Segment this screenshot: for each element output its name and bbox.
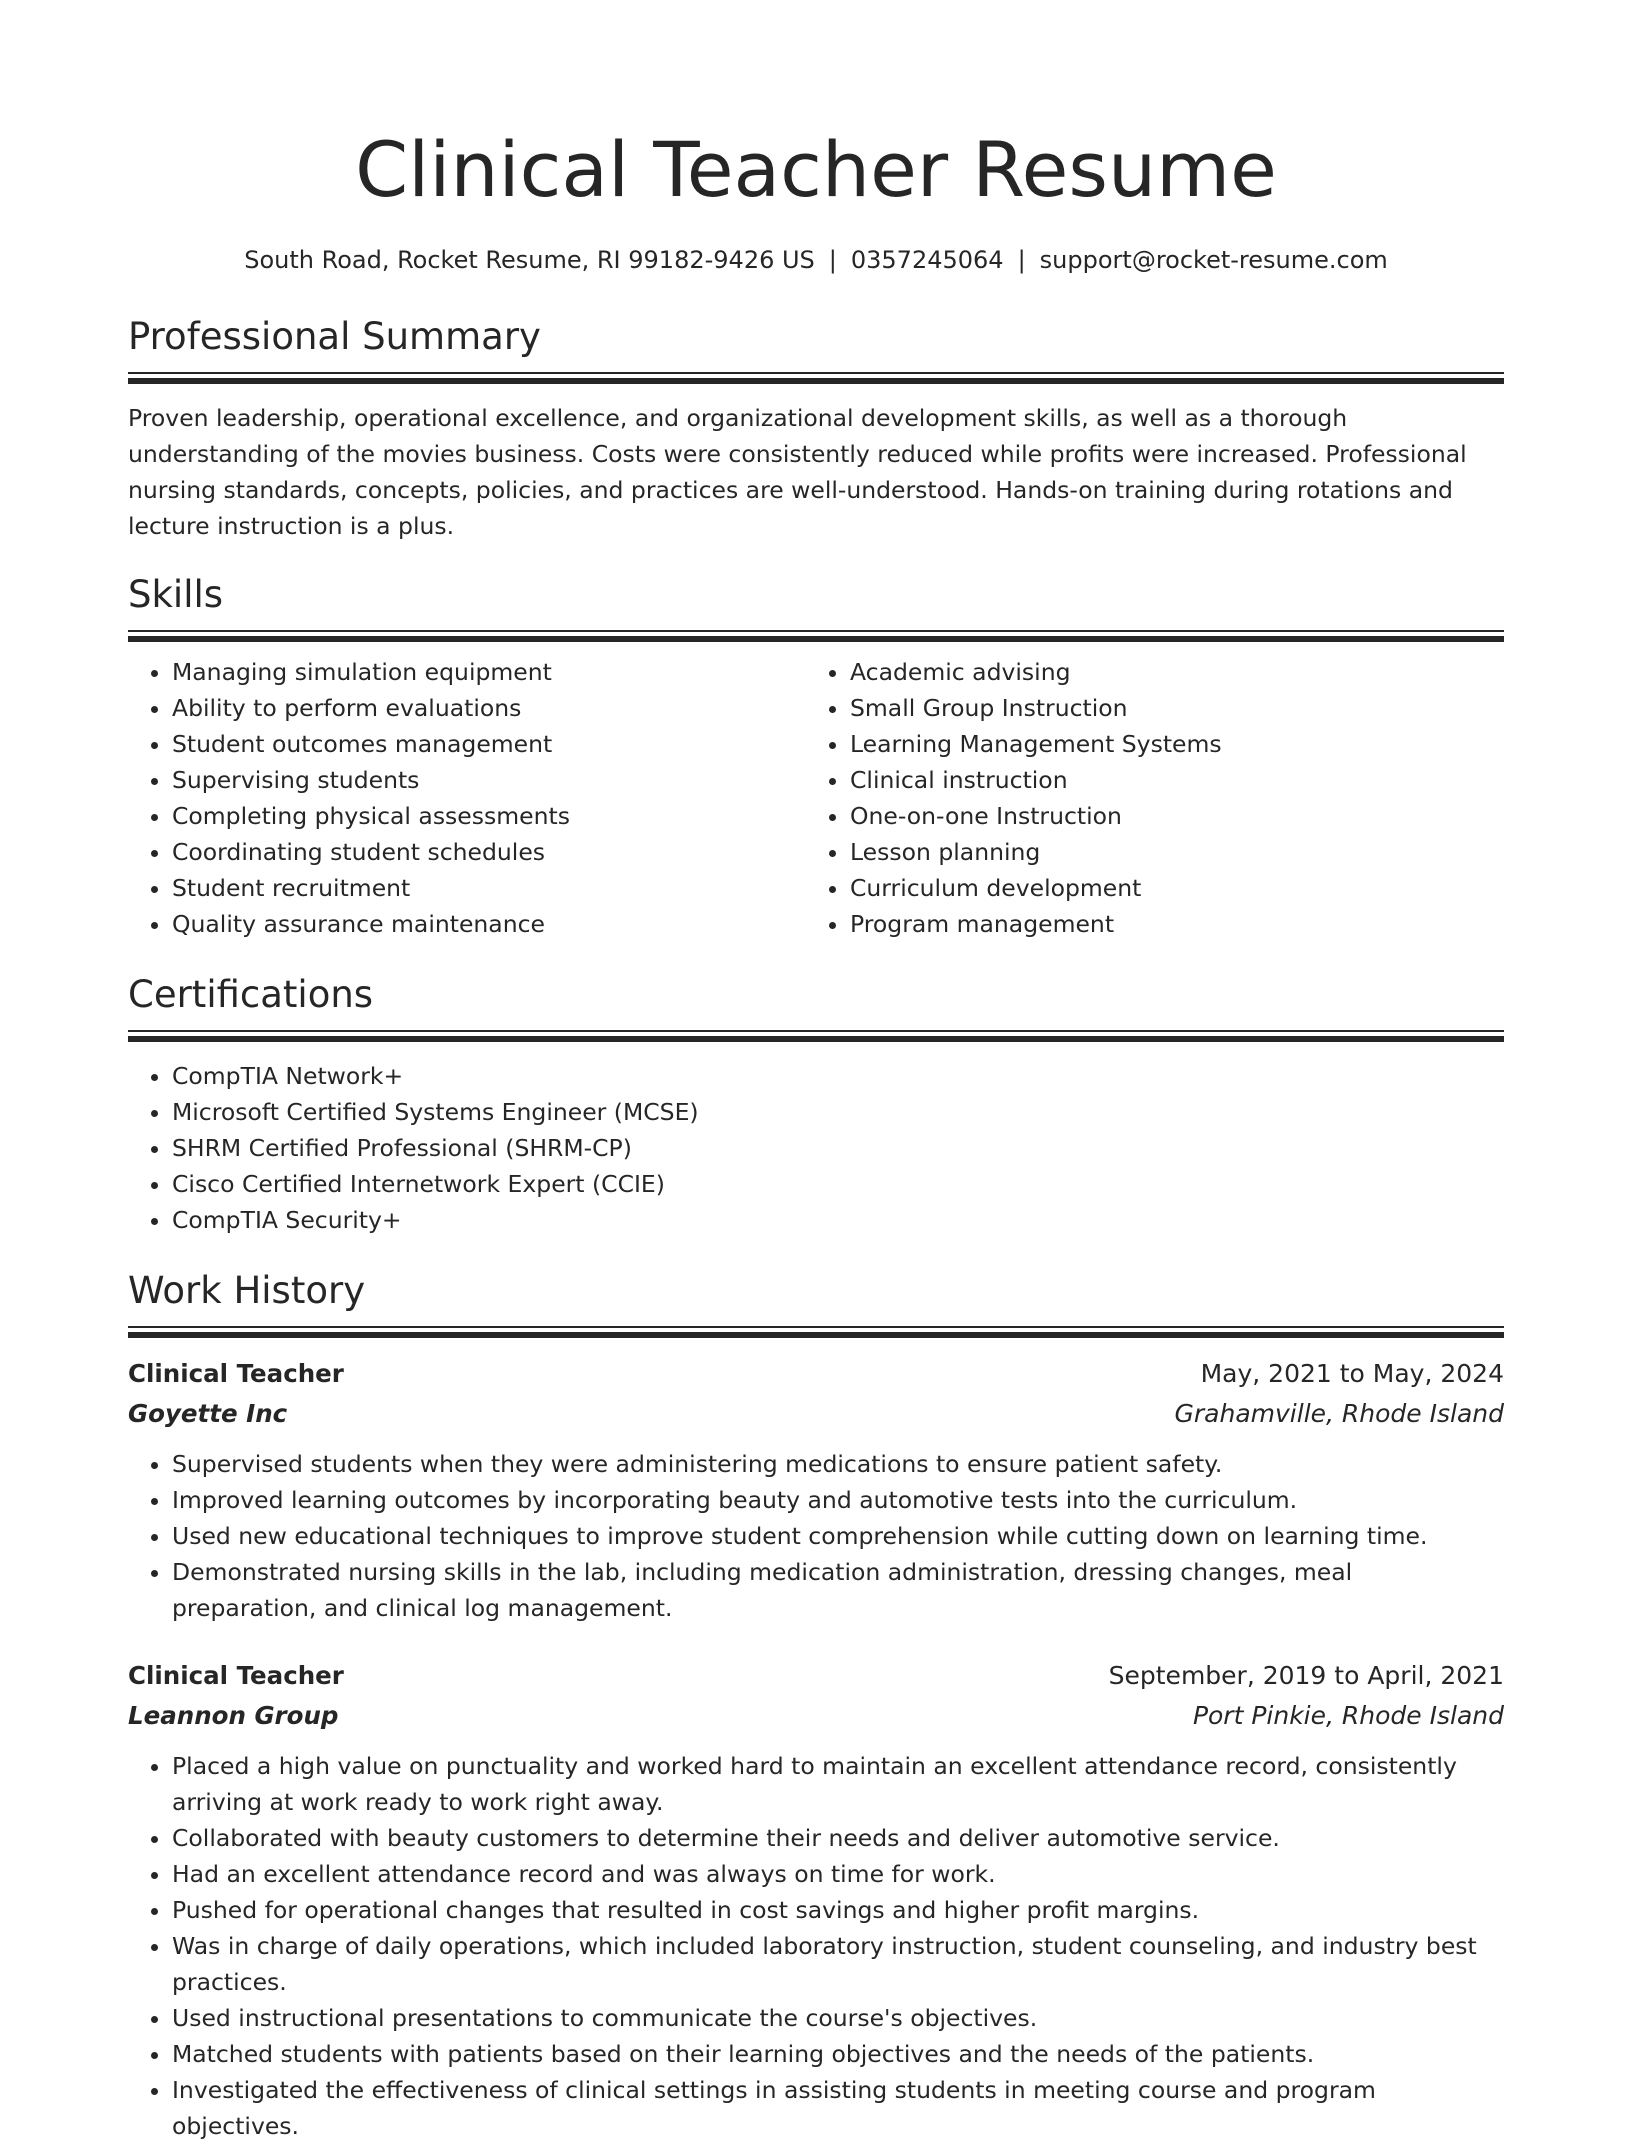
certification-item: • Cisco Certified Internetwork Expert (CCIE) bbox=[172, 1166, 1504, 1202]
work-history-section bbox=[128, 1268, 1504, 2144]
skill-item: • Student recruitment bbox=[172, 870, 806, 906]
job-company: Goyette Inc bbox=[128, 1399, 288, 1428]
skills-list-left bbox=[128, 654, 806, 942]
job-header bbox=[128, 1656, 1504, 1696]
skill-item: • Academic advising bbox=[850, 654, 1484, 690]
job-bullet: • Was in charge of daily operations, which included laboratory instruction, student counseling, and industry best practices. bbox=[172, 1928, 1504, 2000]
section-divider bbox=[128, 372, 1504, 384]
contact-phone: 0357245064 bbox=[850, 246, 1004, 274]
job-subheader bbox=[128, 1696, 1504, 1736]
job-title: Clinical Teacher bbox=[128, 1661, 344, 1690]
summary-section bbox=[128, 314, 1504, 544]
skill-item: • Supervising students bbox=[172, 762, 806, 798]
skill-item: • Program management bbox=[850, 906, 1484, 942]
job-bullet: • Matched students with patients based on their learning objectives and the needs of the patients. bbox=[172, 2036, 1504, 2072]
job-bullets bbox=[128, 1748, 1504, 2144]
skill-item: • Small Group Instruction bbox=[850, 690, 1484, 726]
skill-item: • Curriculum development bbox=[850, 870, 1484, 906]
job-bullet: • Pushed for operational changes that resulted in cost savings and higher profit margins. bbox=[172, 1892, 1504, 1928]
job-location: Grahamville, Rhode Island bbox=[1174, 1399, 1504, 1428]
job-entry bbox=[128, 1354, 1504, 1626]
job-bullet: • Used instructional presentations to communicate the course's objectives. bbox=[172, 2000, 1504, 2036]
certifications-section bbox=[128, 972, 1504, 1238]
section-divider bbox=[128, 1030, 1504, 1042]
job-bullet: • Placed a high value on punctuality and worked hard to maintain an excellent attendance record, consistently arriving at work ready to work right away. bbox=[172, 1748, 1504, 1820]
job-bullet: • Improved learning outcomes by incorporating beauty and automotive tests into the curriculum. bbox=[172, 1482, 1504, 1518]
skills-section bbox=[128, 572, 1504, 942]
skill-item: • Learning Management Systems bbox=[850, 726, 1484, 762]
section-divider bbox=[128, 630, 1504, 642]
job-dates: September, 2019 to April, 2021 bbox=[1108, 1661, 1504, 1690]
certifications-list bbox=[128, 1058, 1504, 1238]
job-header bbox=[128, 1354, 1504, 1394]
certifications-heading: Certifications bbox=[128, 973, 374, 1016]
skill-item: • Quality assurance maintenance bbox=[172, 906, 806, 942]
skill-item: • Completing physical assessments bbox=[172, 798, 806, 834]
contact-email[interactable]: support@rocket-resume.com bbox=[1039, 246, 1388, 274]
skills-grid bbox=[128, 654, 1504, 942]
certification-item: • CompTIA Network+ bbox=[172, 1058, 1504, 1094]
job-bullet: • Had an excellent attendance record and was always on time for work. bbox=[172, 1856, 1504, 1892]
skills-list-right bbox=[806, 654, 1484, 942]
job-entry bbox=[128, 1656, 1504, 2144]
skills-column-right bbox=[806, 654, 1484, 942]
skills-column-left bbox=[128, 654, 806, 942]
certification-item: • Microsoft Certified Systems Engineer (MCSE) bbox=[172, 1094, 1504, 1130]
page-title: Clinical Teacher Resume bbox=[355, 125, 1277, 214]
job-bullets bbox=[128, 1446, 1504, 1626]
skill-item: • Clinical instruction bbox=[850, 762, 1484, 798]
job-dates: May, 2021 to May, 2024 bbox=[1200, 1359, 1504, 1388]
skills-heading: Skills bbox=[128, 573, 224, 616]
job-subheader bbox=[128, 1394, 1504, 1434]
job-location: Port Pinkie, Rhode Island bbox=[1192, 1701, 1504, 1730]
job-company: Leannon Group bbox=[128, 1701, 339, 1730]
work-history-heading: Work History bbox=[128, 1269, 366, 1312]
skill-item: • Ability to perform evaluations bbox=[172, 690, 806, 726]
job-bullet: • Collaborated with beauty customers to determine their needs and deliver automotive service. bbox=[172, 1820, 1504, 1856]
contact-address: South Road, Rocket Resume, RI 99182-9426 US bbox=[244, 246, 815, 274]
job-bullet: • Investigated the effectiveness of clinical settings in assisting students in meeting course and program objectives. bbox=[172, 2072, 1504, 2144]
job-bullet: • Used new educational techniques to improve student comprehension while cutting down on learning time. bbox=[172, 1518, 1504, 1554]
summary-heading: Professional Summary bbox=[128, 315, 541, 358]
resume-content bbox=[128, 0, 1504, 2144]
section-divider bbox=[128, 1326, 1504, 1338]
summary-text: Proven leadership, operational excellence, and organizational development skills, as well as a thorough understanding of the movies business. Costs were consistently reduced while profits were increased. Professional nursing standards, concepts, policies, and practices are well-understood. Hands-on training during rotations and lecture instruction is a plus. bbox=[128, 404, 1467, 540]
certification-item: • SHRM Certified Professional (SHRM-CP) bbox=[172, 1130, 1504, 1166]
contact-separator: | bbox=[1017, 246, 1026, 274]
skill-item: • Coordinating student schedules bbox=[172, 834, 806, 870]
skill-item: • Lesson planning bbox=[850, 834, 1484, 870]
contact-separator: | bbox=[828, 246, 837, 274]
skill-item: • Student outcomes management bbox=[172, 726, 806, 762]
skill-item: • One-on-one Instruction bbox=[850, 798, 1484, 834]
contact-line bbox=[128, 244, 1504, 276]
job-title: Clinical Teacher bbox=[128, 1359, 344, 1388]
skill-item: • Managing simulation equipment bbox=[172, 654, 806, 690]
job-bullet: • Demonstrated nursing skills in the lab, including medication administration, dressing changes, meal preparation, and clinical log management. bbox=[172, 1554, 1504, 1626]
job-bullet: • Supervised students when they were administering medications to ensure patient safety. bbox=[172, 1446, 1504, 1482]
certification-item: • CompTIA Security+ bbox=[172, 1202, 1504, 1238]
